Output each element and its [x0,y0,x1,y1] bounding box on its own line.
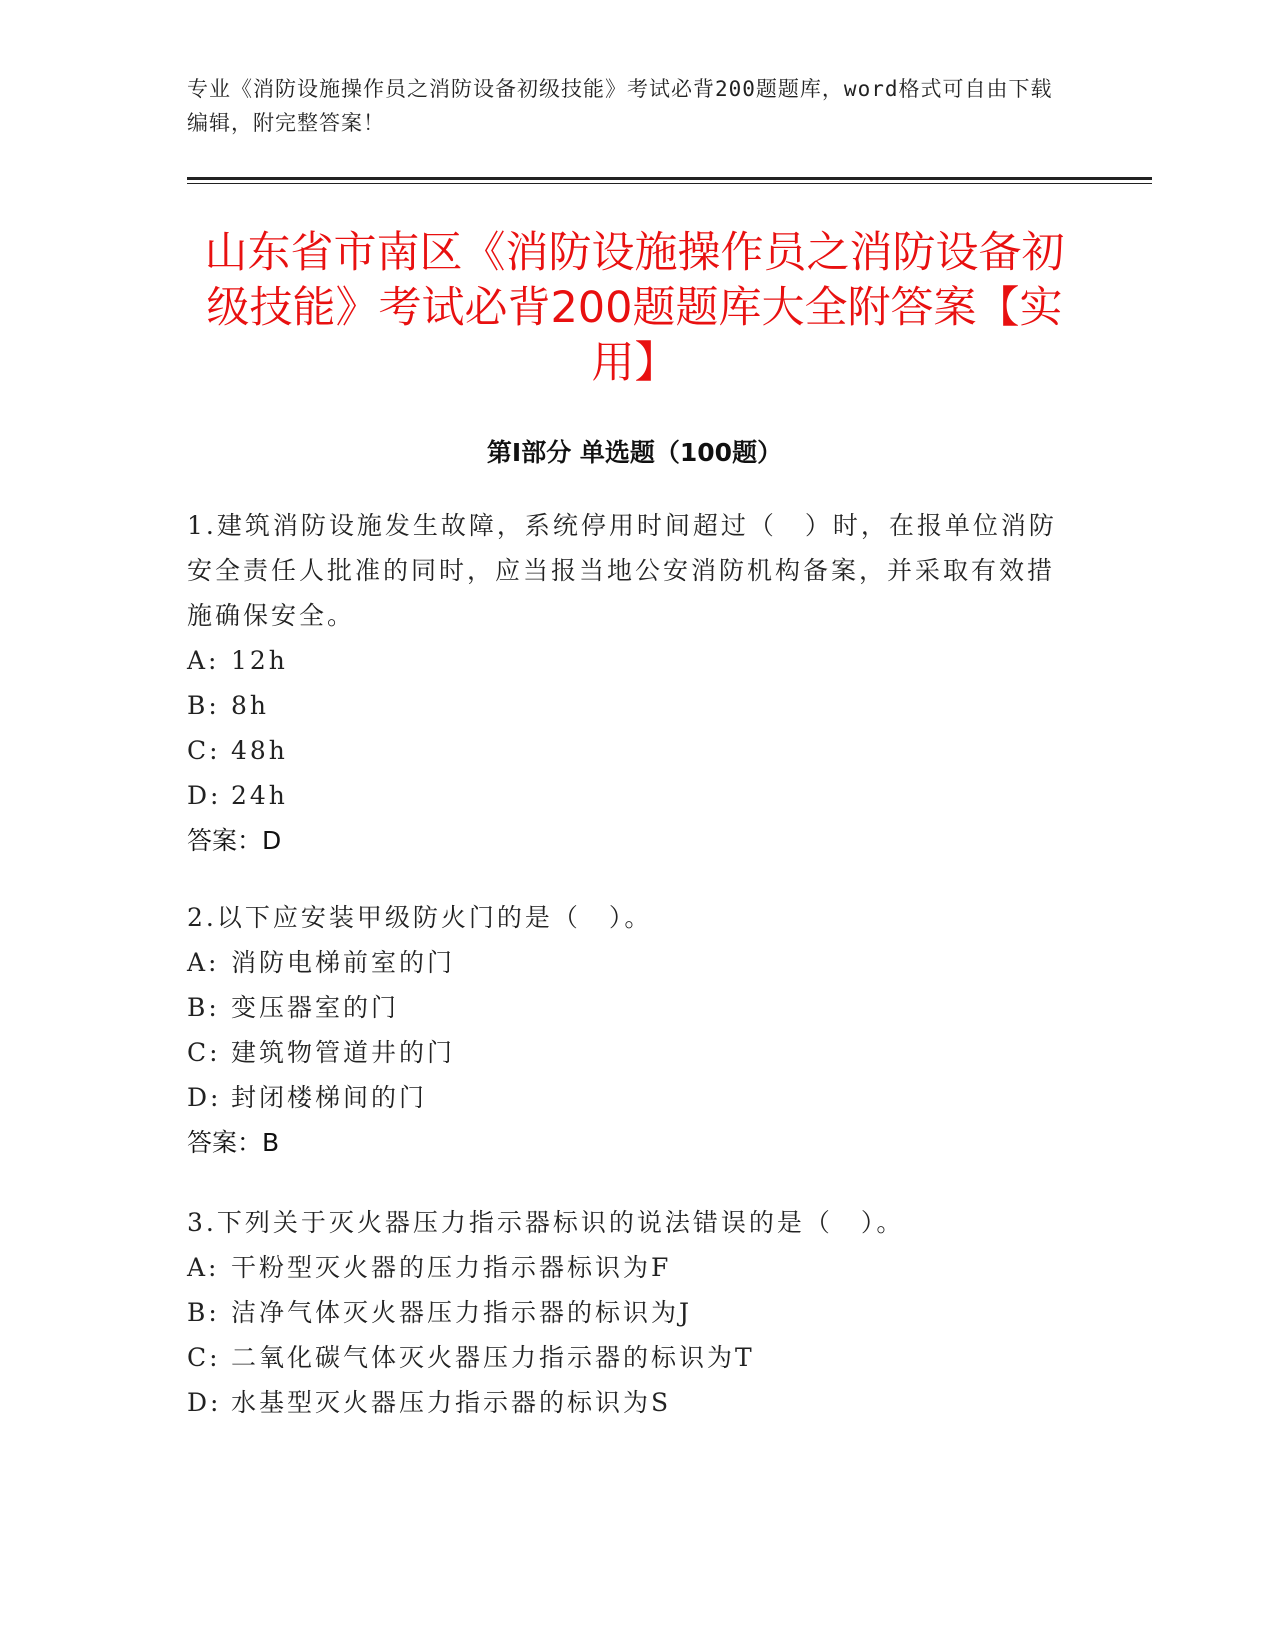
header-rule-thick [187,177,1152,180]
question-stem: 2.以下应安装甲级防火门的是（ ）。 [187,903,653,932]
option-letter: C: [187,736,221,765]
option-text: 水基型灭火器压力指示器的标识为S [231,1388,672,1417]
option-text: 8h [231,691,270,720]
option-a [187,638,1067,683]
question-stem: 3.下列关于灭火器压力指示器标识的说法错误的是（ ）。 [187,1208,905,1237]
option-letter: A: [187,1253,220,1282]
option-letter: A: [187,646,220,675]
option-letter: B: [187,1298,220,1327]
option-letter: C: [187,1038,221,1067]
option-text: 48h [231,736,288,765]
option-d [187,1380,1067,1425]
option-letter: D: [187,1083,222,1112]
option-letter: D: [187,1388,222,1417]
option-c [187,1335,1067,1380]
option-d [187,773,1067,818]
answer: 答案：B [187,1128,280,1157]
option-a [187,1245,1067,1290]
section-title: 第Ⅰ部分 单选题（100题） [486,438,783,467]
question-3 [187,1200,1067,1425]
option-text: 干粉型灭火器的压力指示器标识为F [231,1253,672,1282]
option-c [187,728,1067,773]
question-stem: 1.建筑消防设施发生故障，系统停用时间超过（ ）时，在报单位消防安全责任人批准的同时，应当报当地公安消防机构备案，并采取有效措施确保安全。 [187,511,1057,630]
option-d [187,1075,1067,1120]
option-text: 12h [231,646,288,675]
option-text: 24h [231,781,288,810]
header-note: 专业《消防设施操作员之消防设备初级技能》考试必背200题题库，word格式可自由下载编辑，附完整答案！ [187,77,1053,135]
option-text: 变压器室的门 [231,993,400,1022]
option-letter: B: [187,691,220,720]
question-2 [187,895,1067,1165]
option-letter: C: [187,1343,221,1372]
header-rule-thin [187,183,1152,184]
option-text: 建筑物管道井的门 [231,1038,456,1067]
question-1 [187,503,1067,863]
option-b [187,1290,1067,1335]
option-text: 消防电梯前室的门 [231,948,456,977]
option-letter: D: [187,781,222,810]
option-text: 二氧化碳气体灭火器压力指示器的标识为T [231,1343,755,1372]
option-letter: A: [187,948,220,977]
option-letter: B: [187,993,220,1022]
option-b [187,683,1067,728]
option-text: 封闭楼梯间的门 [231,1083,428,1112]
document-title: 山东省市南区《消防设施操作员之消防设备初级技能》考试必背200题题库大全附答案【实用】 [204,228,1065,388]
option-text: 洁净气体灭火器压力指示器的标识为J [231,1298,693,1327]
option-c [187,1030,1067,1075]
answer: 答案：D [187,826,282,855]
option-a [187,940,1067,985]
option-b [187,985,1067,1030]
